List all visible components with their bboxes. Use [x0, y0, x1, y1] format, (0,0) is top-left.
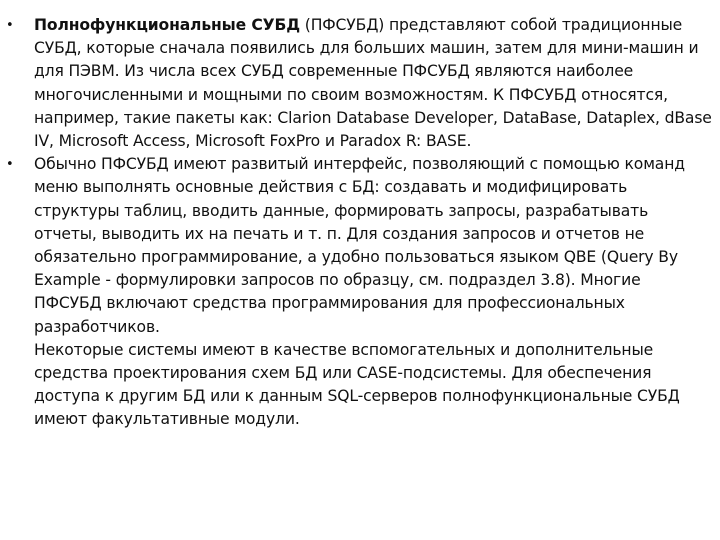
bullet-continuation-text: Некоторые системы имеют в качестве вспомогательных и дополнительные средства проектирования схем БД или CASE-подсистемы. Для обеспечения доступа к другим БД или к данным SQL-серверов полнофункциональные СУБД имеют факультативные модули. [34, 340, 680, 429]
bullet-list [0, 14, 720, 432]
bullet-text: (ПФСУБД) представляют собой традиционные СУБД, которые сначала появились для больших машин, затем для мини-машин и для ПЭВМ. Из числа всех СУБД современные ПФСУБД являются наиболее многочисленными и мощными по своим возможностям. К ПФСУБД относятся, например, такие пакеты как: Clarion Database Developer, DataBase, Dataplex, dBase IV, Microsoft Access, Microsoft FoxPro и Paradox R: BASE. [34, 16, 712, 151]
bullet-text: Обычно ПФСУБД имеют развитый интерфейс, позволяющий с помощью команд меню выполнять основные действия с БД: создавать и модифицировать структуры таблиц, вводить данные, формировать запросы, разрабатывать отчеты, выводить их на печать и т. п. Для создания запросов и отчетов не обязательно программирование, а удобно пользоваться языком QBE (Query By Example - формулировки запросов по образцу, см. подраздел 3.8). Многие ПФСУБД включают средства программирования для профессиональных разработчиков. [34, 155, 685, 336]
bullet-term: Полнофункциональные СУБД [34, 16, 300, 34]
bullet-marker: • [6, 157, 14, 173]
bullet-item-full-featured-dbms [0, 14, 720, 153]
bullet-marker: • [6, 18, 14, 33]
bullet-item-interface [0, 153, 720, 431]
